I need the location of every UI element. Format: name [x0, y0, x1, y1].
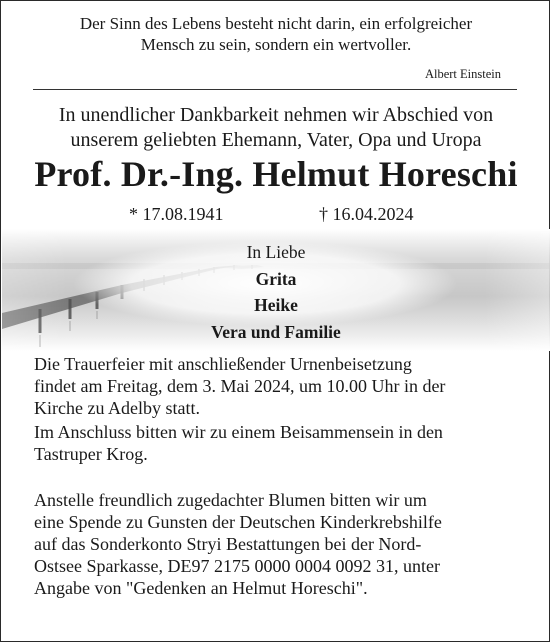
signer-name: Grita	[255, 268, 297, 289]
paragraph-line: Tastruper Krog.	[34, 444, 148, 464]
donation-paragraph	[34, 489, 524, 599]
farewell-intro	[1, 103, 550, 153]
paragraph-line: findet am Freitag, dem 3. Mai 2024, um 10.00 Uhr in der	[34, 376, 446, 396]
mourners-block	[1, 239, 550, 345]
paragraph-line: Anstelle freundlich zugedachter Blumen bitten wir um	[34, 490, 427, 510]
paragraph-line: Kirche zu Adelby statt.	[34, 398, 200, 418]
birth-date: * 17.08.1941	[129, 204, 224, 224]
paragraph-line: auf das Sonderkonto Stryi Bestattungen bei der Nord-	[34, 534, 422, 554]
quote-line: Der Sinn des Lebens besteht nicht darin, ein erfolgreicher	[79, 14, 473, 33]
quote-author: Albert Einstein	[424, 67, 501, 81]
signer-name: Heike	[254, 295, 298, 315]
intro-line: unserem geliebten Ehemann, Vater, Opa und Uropa	[70, 129, 482, 151]
death-date: † 16.04.2024	[319, 204, 414, 224]
paragraph-line: Angabe von "Gedenken an Helmut Horeschi".	[34, 578, 368, 598]
divider	[33, 89, 517, 90]
paragraph-line: eine Spende zu Gunsten der Deutschen Kinderkrebshilfe	[34, 512, 442, 532]
paragraph-line: Ostsee Sparkasse, DE97 2175 0000 0004 0092 31, unter	[34, 556, 440, 576]
deceased-name: Prof. Dr.-Ing. Helmut Horeschi	[34, 154, 518, 194]
funeral-info-paragraph	[34, 353, 524, 419]
signer-name: Vera und Familie	[211, 321, 341, 342]
paragraph-line: Im Anschluss bitten wir zu einem Beisammensein in den	[34, 422, 443, 442]
quote-line: Mensch zu sein, sondern ein wertvoller.	[140, 35, 412, 54]
intro-line: In unendlicher Dankbarkeit nehmen wir Abschied von	[58, 104, 494, 126]
paragraph-line: Die Trauerfeier mit anschließender Urnenbeisetzung	[34, 354, 412, 374]
signers-intro: In Liebe	[246, 242, 306, 262]
einstein-quote	[1, 13, 550, 55]
gathering-paragraph	[34, 421, 524, 465]
